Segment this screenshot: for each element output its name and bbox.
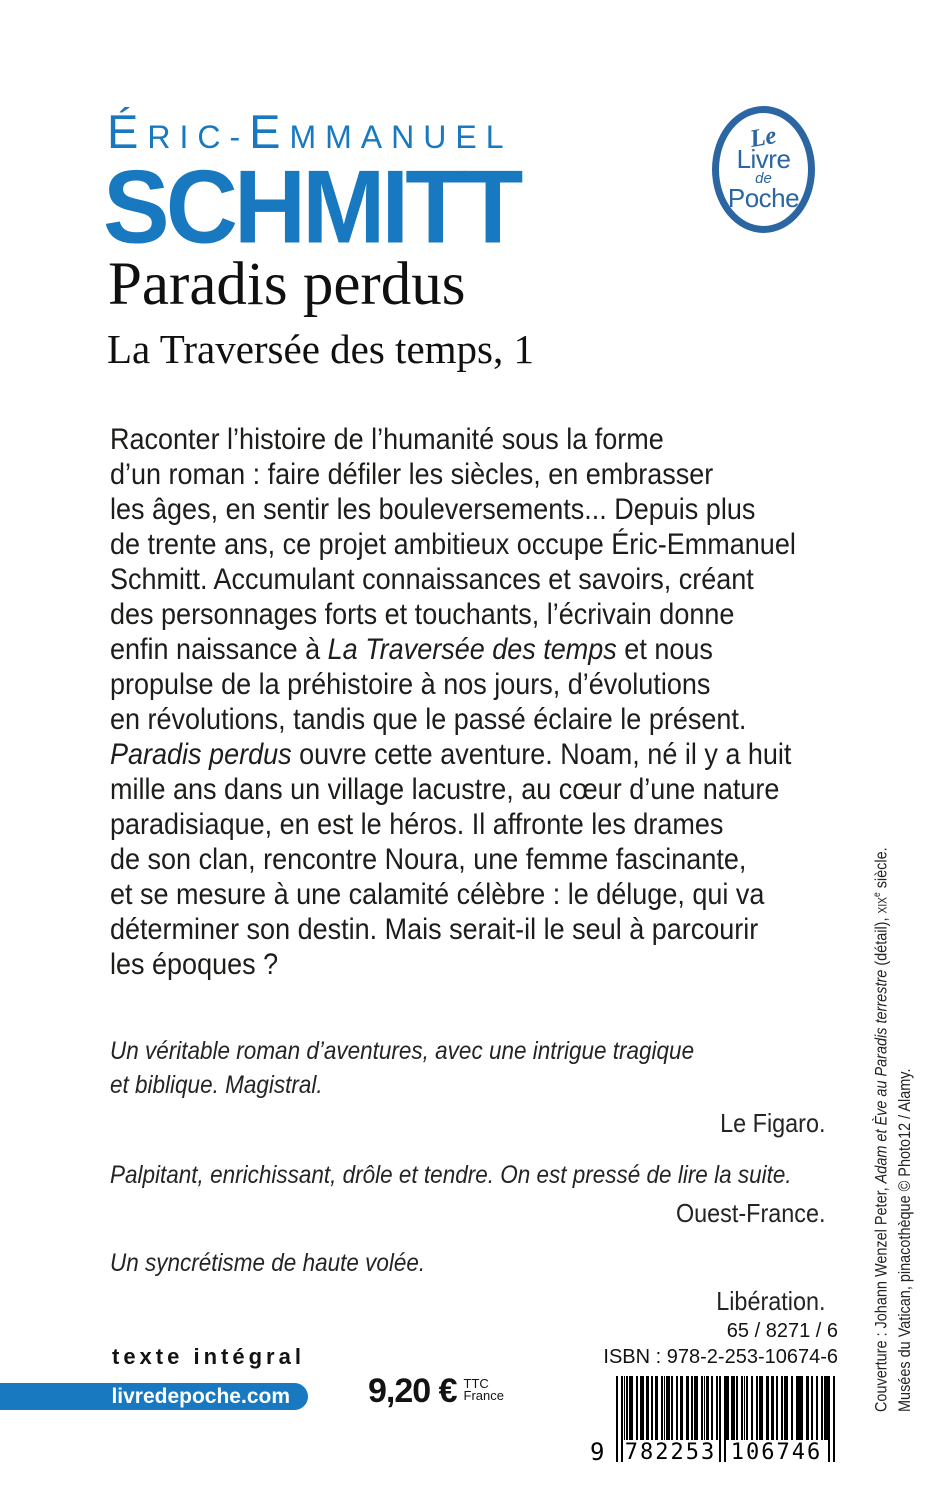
credit-line-2: Musées du Vatican, pinacothèque © Photo12 / Alamy. xyxy=(894,1068,914,1412)
artwork-title: Adam et Ève au Paradis terrestre xyxy=(871,969,891,1184)
synopsis-line: d’un roman : faire défiler les siècles, en embrasser xyxy=(110,458,714,491)
cover-credit xyxy=(866,802,912,1412)
price xyxy=(368,1372,504,1410)
quote-text: Palpitant, enrichissant, drôle et tendre. On est pressé de lire la suite. xyxy=(110,1161,792,1189)
credit-line-1: Couverture : Johann Wenzel Peter, Adam et Ève au Paradis terrestre (détail), xix$^e$ siècle. xyxy=(871,847,891,1412)
synopsis-line: mille ans dans un village lacustre, au cœur d’une nature xyxy=(110,773,780,806)
barcode-guard-right xyxy=(828,1376,835,1462)
isbn-number: ISBN : 978-2-253-10674-6 xyxy=(603,1346,838,1368)
barcode xyxy=(588,1376,840,1466)
price-ttc: TTC xyxy=(463,1376,489,1391)
logo-text-poche: Poche xyxy=(727,183,800,213)
book-title-inline: Paradis perdus xyxy=(110,738,292,771)
book-title: Paradis perdus xyxy=(108,251,466,318)
synopsis-line: des personnages forts et touchants, l’écrivain donne xyxy=(110,598,735,631)
price-country: France xyxy=(463,1388,504,1403)
website-banner xyxy=(0,1383,308,1410)
synopsis-line: les âges, en sentir les bouleversements... Depuis plus xyxy=(110,493,756,526)
website-url: livredepoche.com xyxy=(111,1385,290,1408)
barcode-guard-left xyxy=(616,1376,623,1462)
barcode-digits-right: 106746 xyxy=(727,1440,826,1466)
synopsis-line: et se mesure à une calamité célèbre : le déluge, qui va xyxy=(110,878,765,911)
series-title-inline: La Traversée des temps xyxy=(327,633,617,666)
synopsis-line: enfin naissance à La Traversée des temps et nous xyxy=(110,633,713,666)
synopsis-line: de son clan, rencontre Noura, une femme fascinante, xyxy=(110,843,747,876)
author-surname: SCHMITT xyxy=(103,149,520,266)
quote-source: Ouest-France. xyxy=(675,1198,826,1228)
synopsis-line: Schmitt. Accumulant connaissances et savoirs, créant xyxy=(110,563,754,596)
barcode-first-digit: 9 xyxy=(590,1438,605,1466)
barcode-guard-middle xyxy=(719,1376,726,1462)
logo-text-le: Le xyxy=(748,121,779,154)
synopsis-line: propulse de la préhistoire à nos jours, d’évolutions xyxy=(110,668,711,701)
synopsis-line: Paradis perdus ouvre cette aventure. Noam, né il y a huit xyxy=(110,738,792,771)
press-quote-figaro xyxy=(110,1034,826,1140)
synopsis xyxy=(110,422,826,982)
barcode-digits-left: 782253 xyxy=(624,1440,717,1465)
synopsis-line: de trente ans, ce projet ambitieux occupe Éric-Emmanuel xyxy=(110,528,796,561)
quote-text: et biblique. Magistral. xyxy=(110,1071,323,1099)
synopsis-line: les époques ? xyxy=(110,948,279,981)
logo-text-de: de xyxy=(755,170,772,187)
livre-de-poche-logo xyxy=(712,106,815,233)
press-quote-liberation xyxy=(110,1246,826,1318)
quote-text: Un véritable roman d’aventures, avec une intrigue tragique xyxy=(110,1037,695,1065)
quote-source: Le Figaro. xyxy=(720,1108,826,1138)
quote-source: Libération. xyxy=(716,1286,826,1316)
synopsis-line: Raconter l’histoire de l’humanité sous la forme xyxy=(110,423,664,456)
logo-text-livre: Livre xyxy=(736,144,791,174)
series-title: La Traversée des temps, 1 xyxy=(107,326,534,372)
price-value: 9,20 € xyxy=(368,1372,457,1410)
author-initial: É xyxy=(107,105,148,158)
edition-code: 65 / 8271 / 6 xyxy=(726,1320,838,1342)
author-name-part: MMANUEL xyxy=(289,119,513,155)
quote-text: Un syncrétisme de haute volée. xyxy=(110,1249,426,1277)
author-initial: E xyxy=(249,105,290,158)
author-name-part: RIC- xyxy=(147,119,250,155)
synopsis-line: paradisiaque, en est le héros. Il affronte les drames xyxy=(110,808,724,841)
press-quote-ouest-france xyxy=(110,1158,826,1230)
price-qualifier xyxy=(464,1378,504,1402)
synopsis-line: déterminer son destin. Mais serait-il le seul à parcourir xyxy=(110,913,759,946)
synopsis-line: en révolutions, tandis que le passé éclaire le présent. xyxy=(110,703,747,736)
back-cover-text xyxy=(110,422,826,1318)
texte-integral-label: texte intégral xyxy=(112,1344,305,1369)
